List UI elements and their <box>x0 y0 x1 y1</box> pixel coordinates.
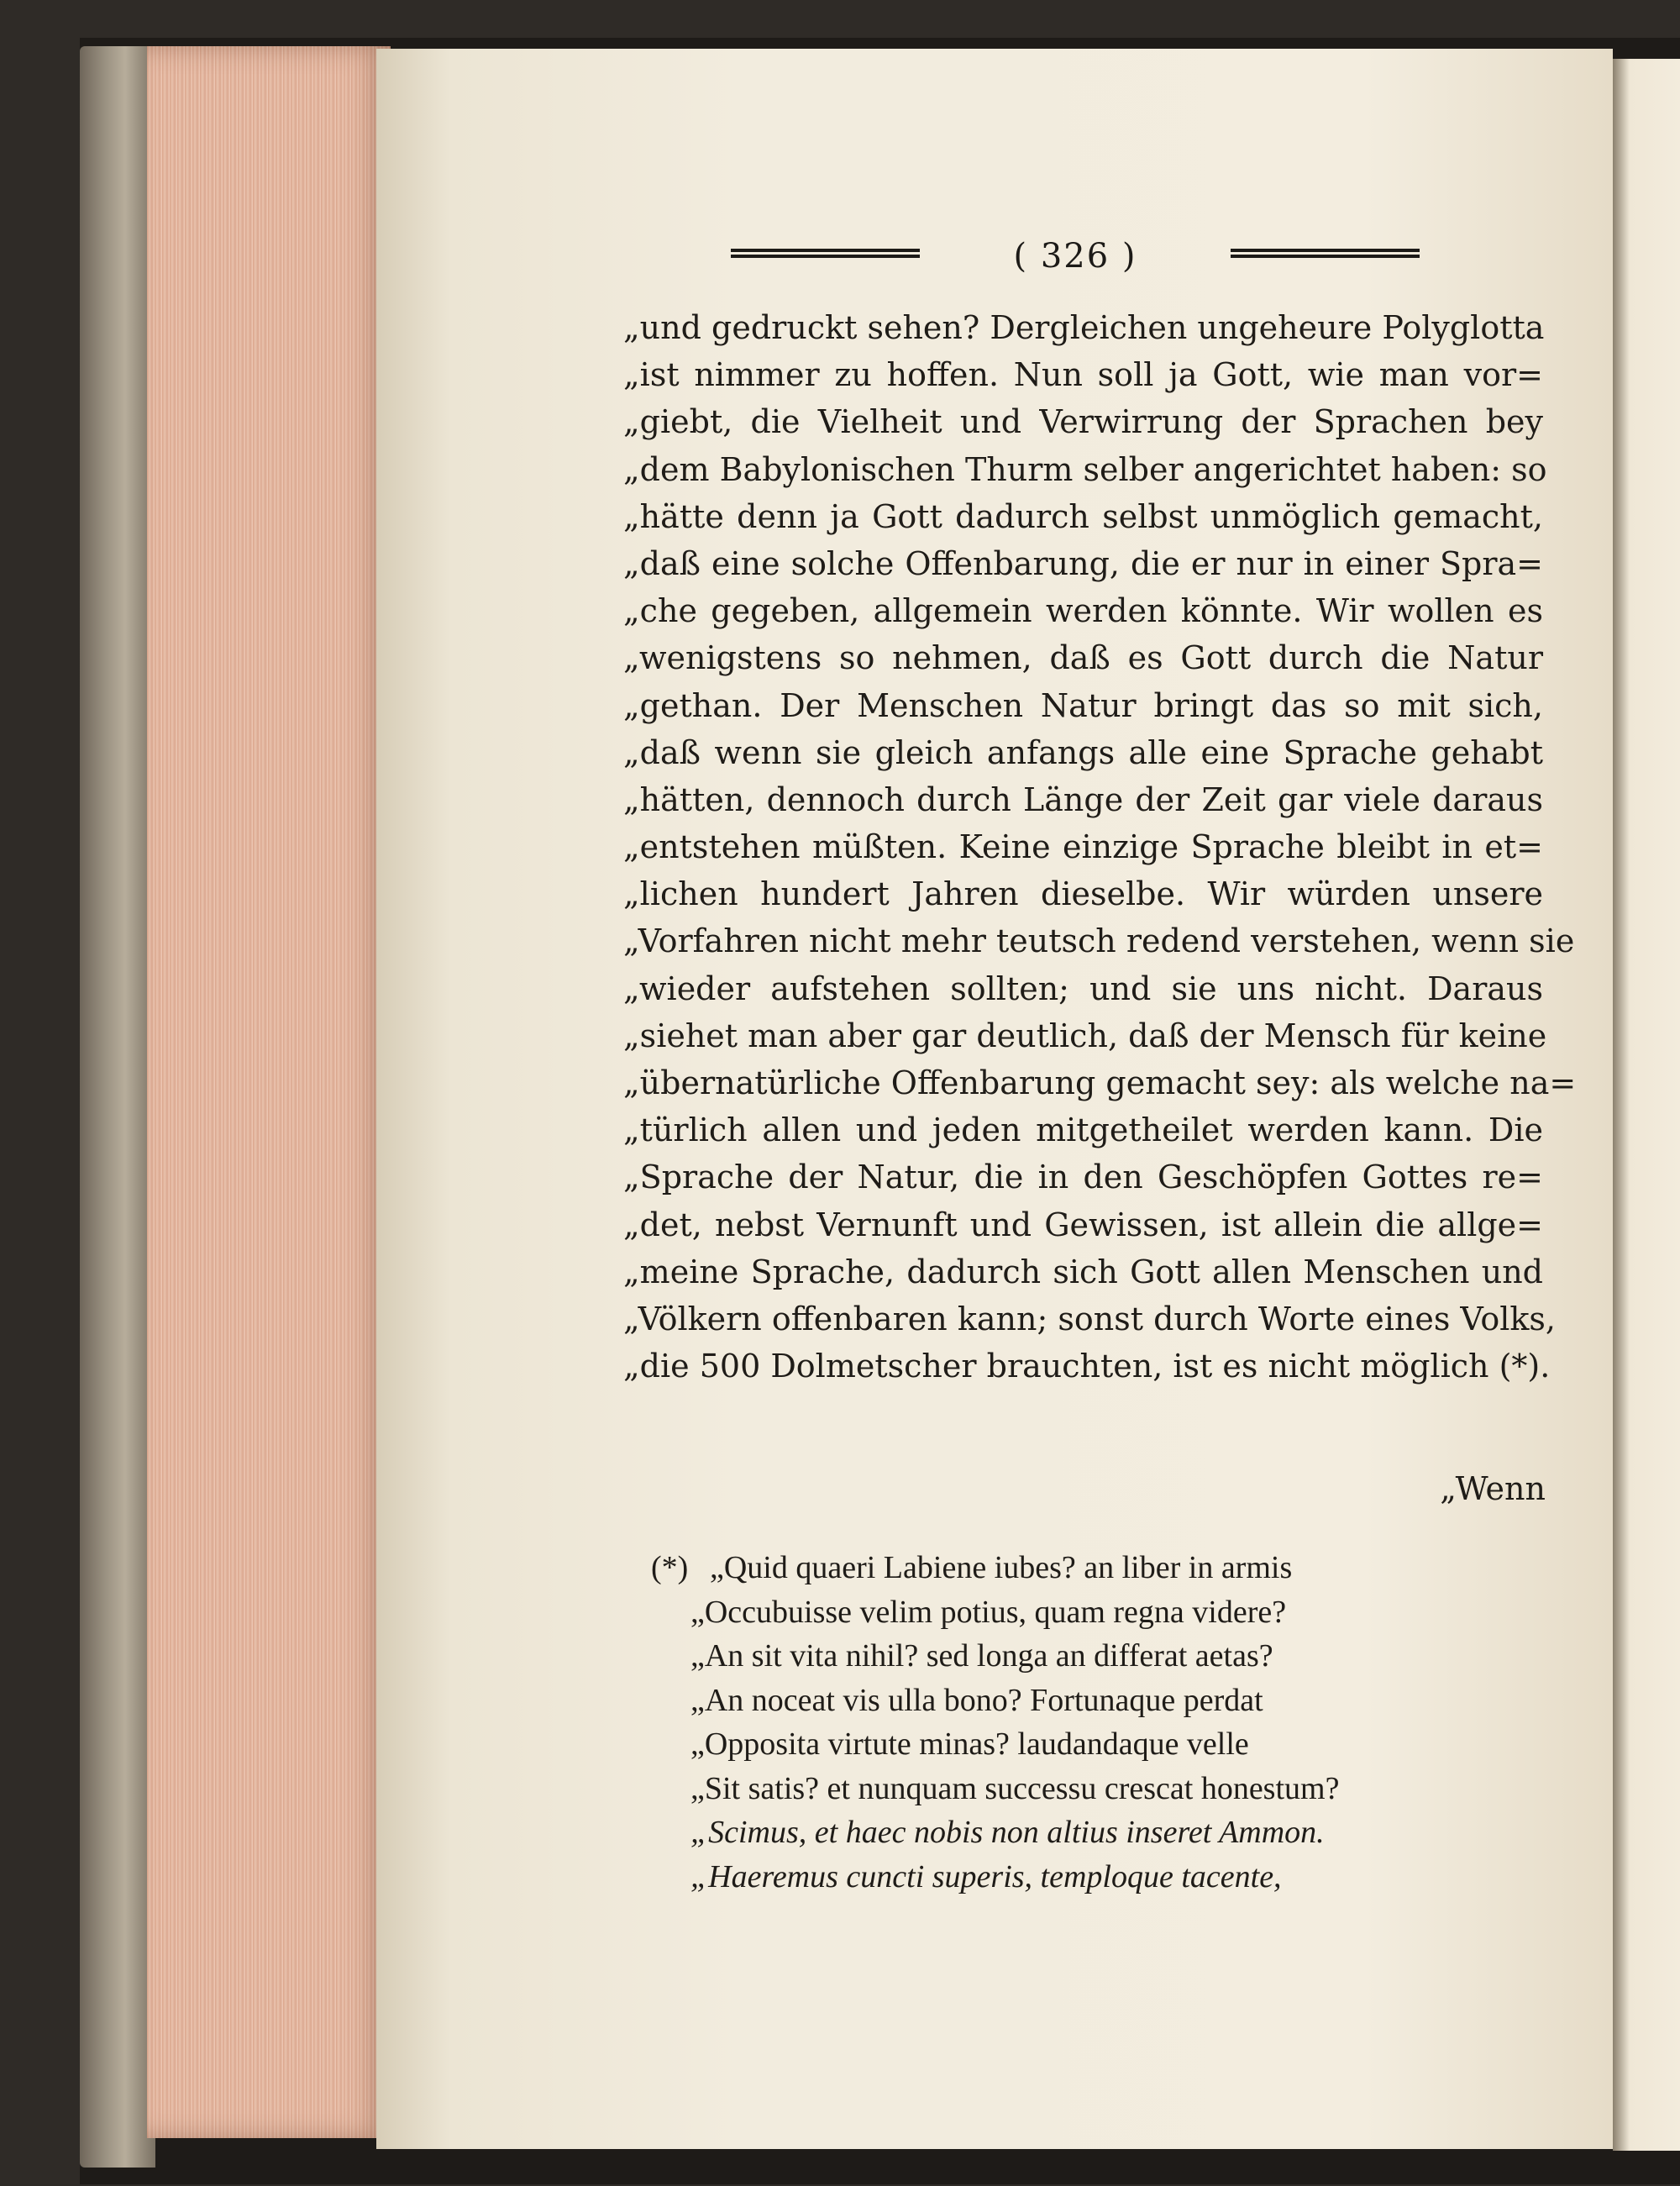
text-line: „lichen hundert Jahren dieselbe. Wir würden unsere <box>623 875 1543 913</box>
text-line: „ist nimmer zu hoffen. Nun soll ja Gott, wie man vor= <box>623 356 1543 394</box>
footnote-line: „An noceat vis ulla bono? Fortunaque perdat <box>690 1682 1263 1718</box>
text-line: „und gedruckt sehen? Dergleichen ungeheure Polyglotta <box>623 309 1545 346</box>
text-line: „siehet man aber gar deutlich, daß der Mensch für keine <box>623 1017 1547 1054</box>
text-line: „Vorfahren nicht mehr teutsch redend verstehen, wenn sie <box>623 922 1575 960</box>
footnote-marker: (*) <box>651 1550 689 1585</box>
text-line: „meine Sprache, dadurch sich Gott allen Menschen und <box>623 1253 1543 1290</box>
footnote-line: „Scimus, et haec nobis non altius inseret Ammon. <box>690 1815 1325 1850</box>
text-line: „det, nebst Vernunft und Gewissen, ist allein die allge= <box>623 1206 1543 1243</box>
text-line: „wenigstens so nehmen, daß es Gott durch die Natur <box>623 639 1543 677</box>
text-line: „hätten, dennoch durch Länge der Zeit gar viele daraus <box>623 780 1543 818</box>
text-line: „Sprache der Natur, die in den Geschöpfen Gottes re= <box>623 1159 1543 1196</box>
body-text <box>623 304 1577 1390</box>
text-line: „übernatürliche Offenbarung gemacht sey: als welche na= <box>623 1064 1577 1101</box>
text-line: „dem Babylonischen Thurm selber angerichtet haben: so <box>623 450 1547 488</box>
book-cover-edge <box>80 46 155 2168</box>
text-line: „türlich allen und jeden mitgetheilet werden kann. Die <box>623 1111 1543 1149</box>
text-line: „wieder aufstehen sollten; und sie uns nicht. Daraus <box>623 970 1543 1007</box>
footnote-line <box>651 1546 1491 1590</box>
text-line: „che gegeben, allgemein werden könnte. Wir wollen es <box>623 592 1543 630</box>
text-line: „giebt, die Vielheit und Verwirrung der Sprachen bey <box>623 403 1543 441</box>
footnote-line: „Occubuisse velim potius, quam regna videre? <box>690 1594 1287 1630</box>
text-line: „Völkern offenbaren kann; sonst durch Worte eines Volks, <box>623 1300 1556 1337</box>
footnote-line: „Sit satis? et nunquam successu crescat honestum? <box>690 1770 1340 1806</box>
page-header <box>731 237 1420 279</box>
facing-page-edge <box>1613 59 1680 2151</box>
footnote-text: „Quid quaeri Labiene iubes? an liber in armis <box>710 1550 1293 1585</box>
footnote-line: „Haeremus cuncti superis, temploque tacente, <box>690 1858 1282 1894</box>
footnote <box>651 1546 1491 1899</box>
text-line: „die 500 Dolmetscher brauchten, ist es nicht möglich (*). <box>623 1348 1551 1385</box>
text-line: „entstehen müßten. Keine einzige Sprache bleibt in et= <box>623 828 1543 866</box>
text-line: „gethan. Der Menschen Natur bringt das so mit sich, <box>623 686 1543 724</box>
text-line: „hätte denn ja Gott dadurch selbst unmöglich gemacht, <box>623 497 1543 535</box>
header-rule-right <box>1231 249 1420 262</box>
page-edges <box>147 46 391 2138</box>
page-number: ( 326 ) <box>1013 237 1137 276</box>
footnote-line: „An sit vita nihil? sed longa an differat aetas? <box>690 1638 1273 1674</box>
footnote-line: „Opposita virtute minas? laudandaque velle <box>690 1726 1249 1762</box>
text-line: „daß eine solche Offenbarung, die er nur in einer Spra= <box>623 544 1543 582</box>
catchword: „Wenn <box>1440 1470 1546 1507</box>
text-line: „daß wenn sie gleich anfangs alle eine Sprache gehabt <box>623 733 1543 771</box>
